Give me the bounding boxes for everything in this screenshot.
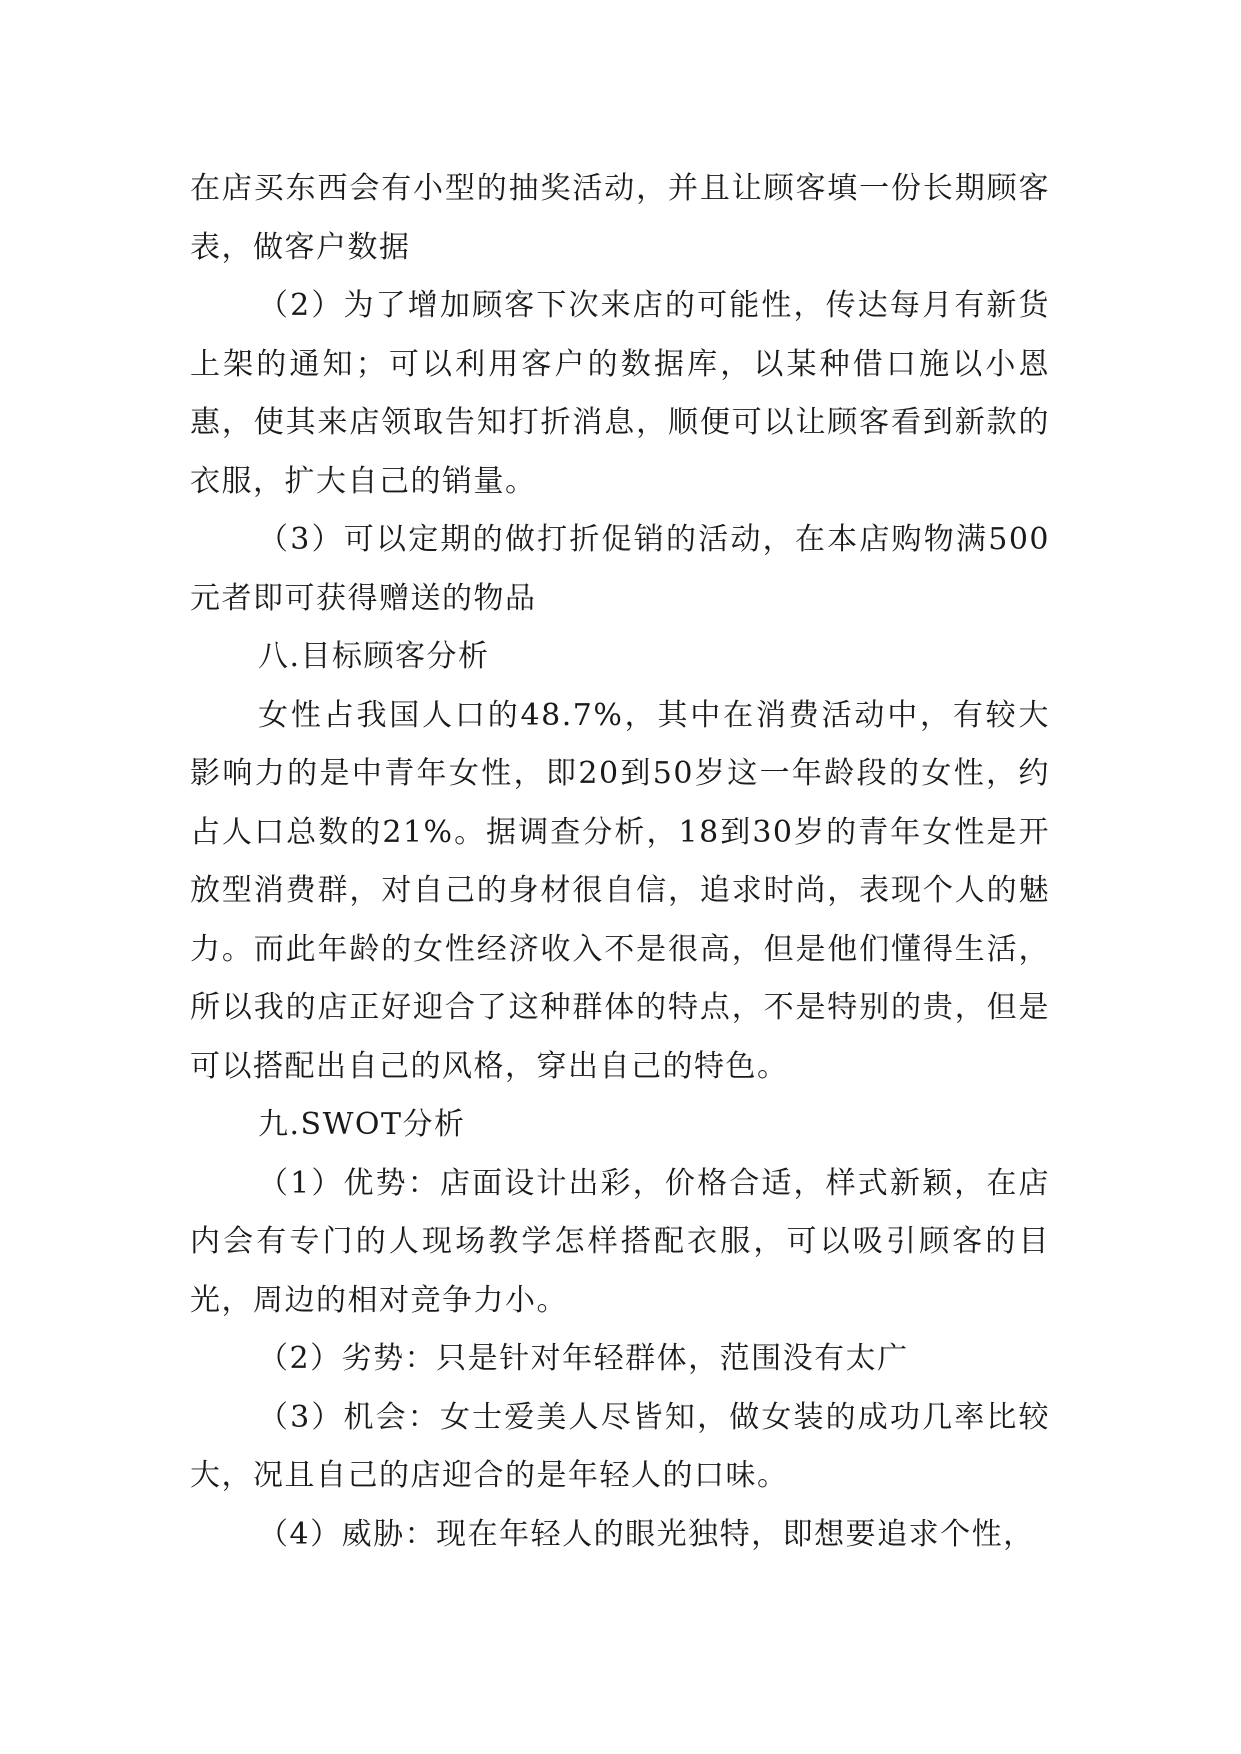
paragraph-swot-threats: （4）威胁：现在年轻人的眼光独特，即想要追求个性， [258,1516,1035,1552]
section-heading-swot: 九.SWOT分析 [258,1107,466,1142]
paragraph-swot-strengths: （1）优势：店面设计出彩，价格合适，样式新颖，在店内会有专门的人现场教学怎样搭配衣服，可以吸引顾客的目光，周边的相对竞争力小。 [190,1165,1050,1318]
paragraph-swot-weaknesses: （2）劣势：只是针对年轻群体，范围没有太广 [258,1341,909,1376]
paragraph-lottery-continuation: 在店买东西会有小型的抽奖活动，并且让顾客填一份长期顾客表，做客户数据 [190,171,1050,265]
section-heading-target-customers: 八.目标顾客分析 [258,639,490,674]
paragraph-new-arrivals: （2）为了增加顾客下次来店的可能性，传达每月有新货上架的通知；可以利用客户的数据库，以某种借口施以小恩惠，使其来店领取告知打折消息，顺便可以让顾客看到新款的衣服，扩大自己的销量。 [190,288,1050,499]
paragraph-target-customer-analysis: 女性占我国人口的48.7%，其中在消费活动中，有较大影响力的是中青年女性，即20到50岁这一年龄段的女性，约占人口总数的21%。据调查分析，18到30岁的青年女性是开放型消费群，对自己的身材很自信，追求时尚，表现个人的魅力。而此年龄的女性经济收入不是很高，但是他们懂得生活，所以我的店正好迎合了这种群体的特点，不是特别的贵，但是可以搭配出自己的风格，穿出自己的特色。 [190,697,1050,1084]
document-body [190,160,1050,1564]
paragraph-swot-opportunities: （3）机会：女士爱美人尽皆知，做女装的成功几率比较大，况且自己的店迎合的是年轻人的口味。 [190,1399,1050,1493]
paragraph-discount-promotion: （3）可以定期的做打折促销的活动，在本店购物满500元者即可获得赠送的物品 [190,522,1050,616]
